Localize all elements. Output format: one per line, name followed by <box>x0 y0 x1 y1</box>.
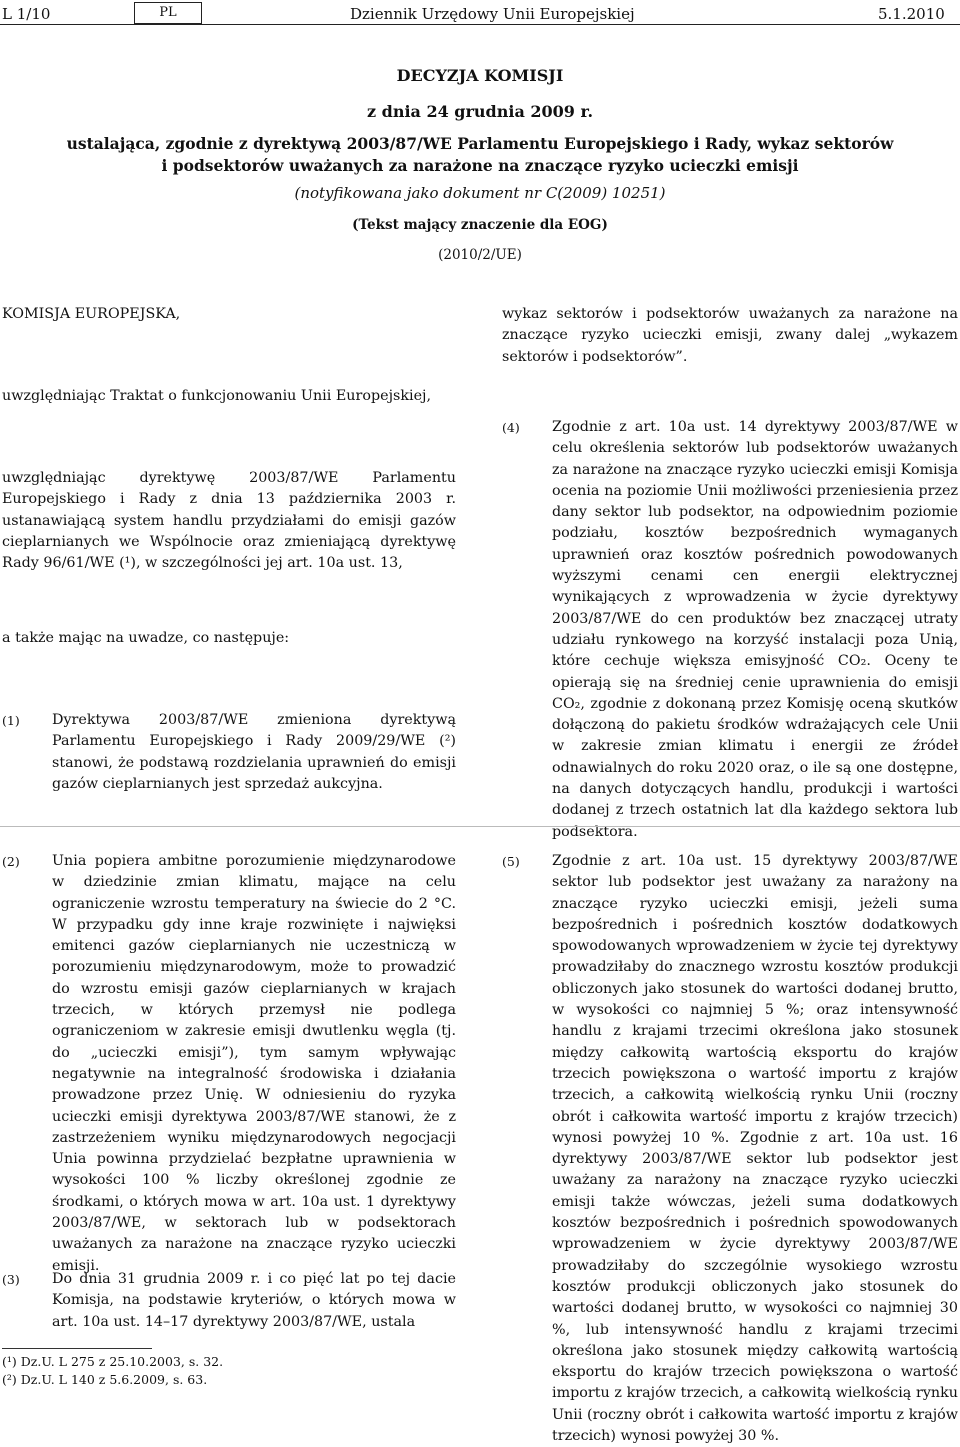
footnote-1 <box>2 1354 223 1369</box>
footnote-mark: (¹) <box>2 1354 17 1369</box>
recital-3 <box>2 1269 456 1333</box>
recital-text: Zgodnie z art. 10a ust. 14 dyrektywy 2003/87/WE w celu określenia sektorów lub podsektorów uważanych za narażone na znaczące ryzyko ucieczki emisji Komisja ocenia na poziomie Unii możliwości przeniesienia przez dany sektor lub podsektor, na odpowiednim poziomie podziału, kosztów bezpośrednich wymaganych uprawnień oraz kosztów pośrednich powodowanych wyższymi cenami cen energii elektrycznej wynikających z wprowadzenia w życie dyrektywy 2003/87/WE do cen produktów bez znaczącej utraty udziału rynkowego na korzyść instalacji poza Unią, które cechuje większa emisyjność CO₂. Oceny te opierają się na średniej cenie uprawnienia do emisji CO₂, zgodnie z dokonaną przez Komisję oceną skutków dołączoną do pakietu środków wdrażających cele Unii w zakresie zmian klimatu i energii ze źródeł odnawialnych do roku 2020 oraz, o ile są one dostępne, na danych dotyczących handlu, produkcji i wartości dodanej z trzech ostatnich lat dla każdego sektora lub podsektora. <box>552 419 958 840</box>
footnote-mark: (²) <box>2 1372 17 1387</box>
journal-title: Dziennik Urzędowy Unii Europejskiej <box>350 5 635 23</box>
section-divider <box>0 826 960 827</box>
recital-number: (2) <box>2 854 20 869</box>
header-rule <box>0 24 960 25</box>
notification-note: (notyfikowana jako dokument nr C(2009) 10251) <box>294 184 666 202</box>
decision-subject-line2: i podsektorów uważanych za narażone na znaczące ryzyko ucieczki emisji <box>161 156 799 175</box>
recital-number: (5) <box>502 854 520 869</box>
recital-text: Zgodnie z art. 10a ust. 15 dyrektywy 2003/87/WE sektor lub podsektor jest uważany za narażony na znaczące ryzyko ucieczki emisji, jeżeli suma bezpośrednich i pośrednich kosztów dodatkowych spowodowanych wprowadzeniem w życie tej dyrektywy prowadziłaby do znacznego wzrostu kosztów produkcji obliczonych jako stosunek do wartości dodanej brutto, w wysokości co najmniej 5 %; oraz intensywność handlu z krajami trzecimi określona jako stosunek między całkowitą wartością eksportu do krajów trzecich powiększona o wartość importu z krajów trzecich, a całkowitą wielkością rynku Unii (roczny obrót i całkowita wartość importu z krajów trzecich) wynosi powyżej 10 %. Zgodnie z art. 10a ust. 16 dyrektywy 2003/87/WE sektor lub podsektor jest uważany za narażony na znaczące ryzyko ucieczki emisji także wówczas, jeżeli suma dodatkowych kosztów bezpośrednich i pośrednich spowodowanych wprowadzeniem w życie dyrektywy 2003/87/WE prowadziłaby do szczególnie wysokiego wzrostu kosztów produkcji obliczonych jako stosunek do wartości dodanej brutto, w wysokości co najmniej 30 %, lub intensywność handlu z krajami trzecimi określona jako stosunek między całkowitą wartością eksportu do krajów trzecich powiększona o wartość importu z krajów trzecich, a całkowitą wielkością rynku Unii (roczny obrót i całkowita wartość importu z krajów trzecich) wynosi powyżej 30 %. <box>552 853 958 1445</box>
footnote-text: Dz.U. L 275 z 25.10.2003, s. 32. <box>20 1354 224 1369</box>
language-box: PL <box>134 2 202 24</box>
publication-date: 5.1.2010 <box>878 5 945 23</box>
sector-list-continuation: wykaz sektorów i podsektorów uważanych za narażone na znaczące ryzyko ucieczki emisji, zwany dalej „wykazem sektorów i podsektorów”. <box>502 306 958 365</box>
recital-number: (4) <box>502 420 520 435</box>
directive-citation: uwzględniając dyrektywę 2003/87/WE Parlamentu Europejskiego i Rady z dnia 13 października 2003 r. ustanawiającą system handlu przydziałami do emisji gazów cieplarnianych we Wspólnocie oraz zmieniającą dyrektywę Rady 96/61/WE (¹), w szczególności jej art. 10a ust. 13, <box>2 470 456 572</box>
whereas-intro: a także mając na uwadze, co następuje: <box>2 630 290 646</box>
recital-1 <box>2 710 456 795</box>
footnote-rule <box>2 1348 152 1349</box>
footnote-text: Dz.U. L 140 z 5.6.2009, s. 63. <box>20 1372 208 1387</box>
recital-number: (1) <box>2 713 20 728</box>
decision-date: z dnia 24 grudnia 2009 r. <box>366 102 594 121</box>
footnote-2 <box>2 1372 207 1387</box>
eea-relevance: (Tekst mający znaczenie dla EOG) <box>352 217 608 233</box>
decision-title: DECYZJA KOMISJI <box>396 66 564 85</box>
recital-2 <box>2 851 456 1277</box>
page-number: L 1/10 <box>2 5 51 23</box>
document-reference: (2010/2/UE) <box>438 247 522 263</box>
commission-heading: KOMISJA EUROPEJSKA, <box>2 306 181 322</box>
treaty-citation: uwzględniając Traktat o funkcjonowaniu Unii Europejskiej, <box>2 388 432 404</box>
recital-text: Dyrektywa 2003/87/WE zmieniona dyrektywą Parlamentu Europejskiego i Rady 2009/29/WE (²) stanowi, że podstawą rozdzielania uprawnień do emisji gazów cieplarnianych jest sprzedaż aukcyjna. <box>52 712 456 792</box>
recital-number: (3) <box>2 1272 20 1287</box>
recital-4 <box>502 417 958 843</box>
recital-5 <box>502 851 958 1447</box>
recital-text: Do dnia 31 grudnia 2009 r. i co pięć lat po tej dacie Komisja, na podstawie kryteriów, o których mowa w art. 10a ust. 14–17 dyrektywy 2003/87/WE, ustala <box>52 1271 456 1330</box>
decision-subject-line1: ustalająca, zgodnie z dyrektywą 2003/87/WE Parlamentu Europejskiego i Rady, wykaz sektorów <box>66 134 894 153</box>
recital-text: Unia popiera ambitne porozumienie międzynarodowe w dziedzinie zmian klimatu, mające na celu ograniczenie wzrostu temperatury na świecie do 2 °C. W przypadku gdy inne kraje rozwinięte i najwięksi emitenci gazów cieplarnianych nie uczestniczą w porozumieniu międzynarodowym, może to prowadzić do wzrostu emisji gazów cieplarnianych w krajach trzecich, w których przemysł nie podlega ograniczeniom w zakresie emisji dwutlenku węgla (tj. do „ucieczki emisji”), tym samym wpływając negatywnie na integralność środowiska i działania prowadzone przez Unię. W odniesieniu do ryzyka ucieczki emisji dyrektywa 2003/87/WE stanowi, że z zastrzeżeniem wyniku międzynarodowych negocjacji Unia powinna przydzielać bezpłatne uprawnienia w wysokości 100 % liczby określonej zgodnie ze środkami, o których mowa w art. 10a ust. 1 dyrektywy 2003/87/WE, w sektorach lub w podsektorach uważanych za narażone na znaczące ryzyko ucieczki emisji. <box>52 853 456 1274</box>
